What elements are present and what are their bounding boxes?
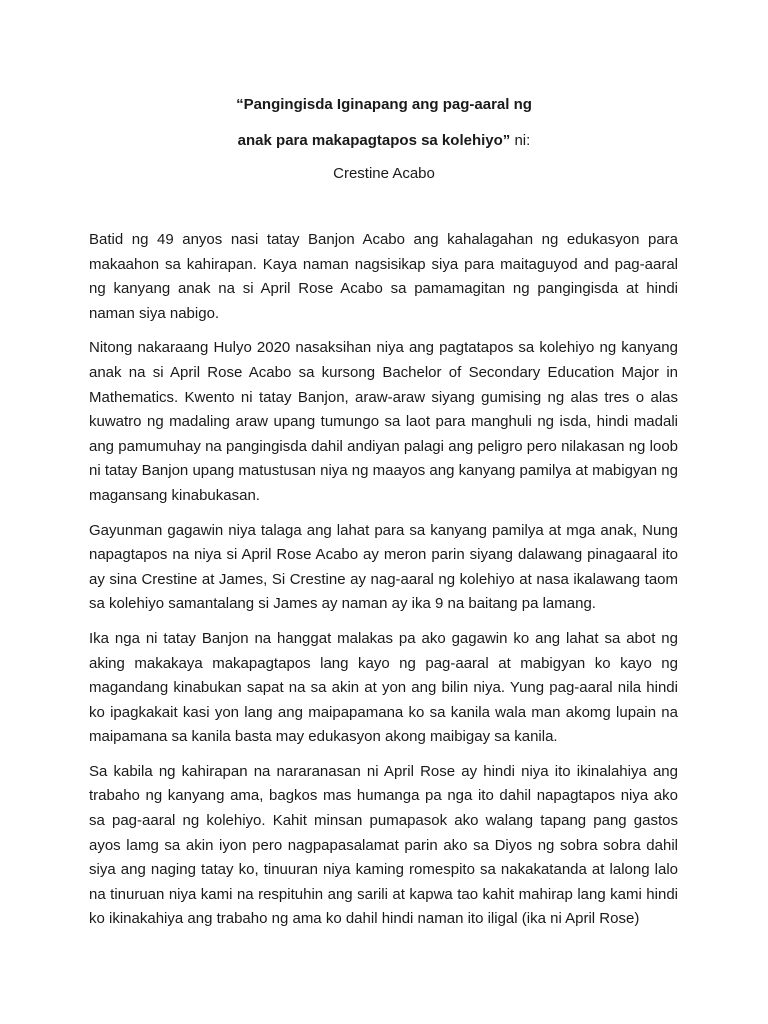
article-body (89, 228, 678, 942)
paragraph-1: Batid ng 49 anyos nasi tatay Banjon Acabo ang kahalagahan ng edukasyon para makaahon sa kahirapan. Kaya naman nagsisikap siya para maitaguyod and pag-aaral ng kanyang anak na si April Rose Acabo sa pamamagitan ng pangingisda at hindi naman siya nabigo. (89, 231, 678, 322)
paragraph-5: Sa kabila ng kahirapan na nararanasan ni April Rose ay hindi niya ito ikinalahiya ang trabaho ng kanyang ama, bagkos mas humanga pa nga ito dahil napagtapos niya ako sa pag-aaral ng kolehiyo. Kahit minsan pumapasok ako walang tapang pang gastos ayos lamg sa akin iyon pero nagpapasalamat parin ako sa Diyos ng sobra sobra dahil siya ang naging tatay ko, tinuuran niya kaming romespito sa nakakatanda at lalong lalo na tinuruan niya kami na respituhin ang sarili at kapwa tao kahit mahirap lang kami hindi ko ikinakahiya ang trabaho ng ama ko dahil hindi naman ito iligal (ika ni April Rose) (89, 762, 678, 928)
title-line-1 (0, 95, 768, 115)
title-text-1: “Pangingisda Iginapang ang pag-aaral ng (236, 96, 532, 113)
title-line-2 (0, 131, 768, 151)
paragraph-3: Gayunman gagawin niya talaga ang lahat para sa kanyang pamilya at mga anak, Nung napagtapos na niya si April Rose Acabo ay meron parin siyang dalawang pinagaaral ito ay sina Crestine at James, Si Crestine ay nag-aaral ng kolehiyo at nasa ikalawang taom sa kolehiyo samantalang si James ay naman ay ika 9 na baitang pa lamang. (89, 521, 678, 613)
paragraph-4: Ika nga ni tatay Banjon na hanggat malakas pa ako gagawin ko ang lahat sa abot ng aking makakaya makapagtapos lang kayo ng pag-aaral at mabigyan ko kayo ng magandang kinabukan sapat na sa akin at yon ang bilin niya. Yung pag-aaral nila hindi ko ipagkakait kasi yon lang ang maipapamana ko sa kanila wala man akomg lupain na maipamana sa kanila basta may edukasyon akong maibigay sa kanila. (89, 629, 678, 746)
title-suffix: ni: (510, 132, 531, 149)
paragraph-2: Nitong nakaraang Hulyo 2020 nasaksihan niya ang pagtatapos sa kolehiyo ng kanyang anak na si April Rose Acabo sa kursong Bachelor of Secondary Education Major in Mathematics. Kwento ni tatay Banjon, araw-araw siyang gumising ng alas tres o alas kuwatro ng madaling araw upang tumungo sa laot para manghuli ng isda, hindi madali ang pamumuhay na pangingisda dahil andiyan palagi ang peligro pero nilakasan ng loob ni tatay Banjon upang matustusan niya ng maayos ang kanyang pamilya at mabigyan ng magansang kinabukasan. (89, 339, 678, 504)
author-name: Crestine Acabo (333, 165, 435, 182)
title-text-2: anak para makapagtapos sa kolehiyo” (237, 132, 511, 149)
